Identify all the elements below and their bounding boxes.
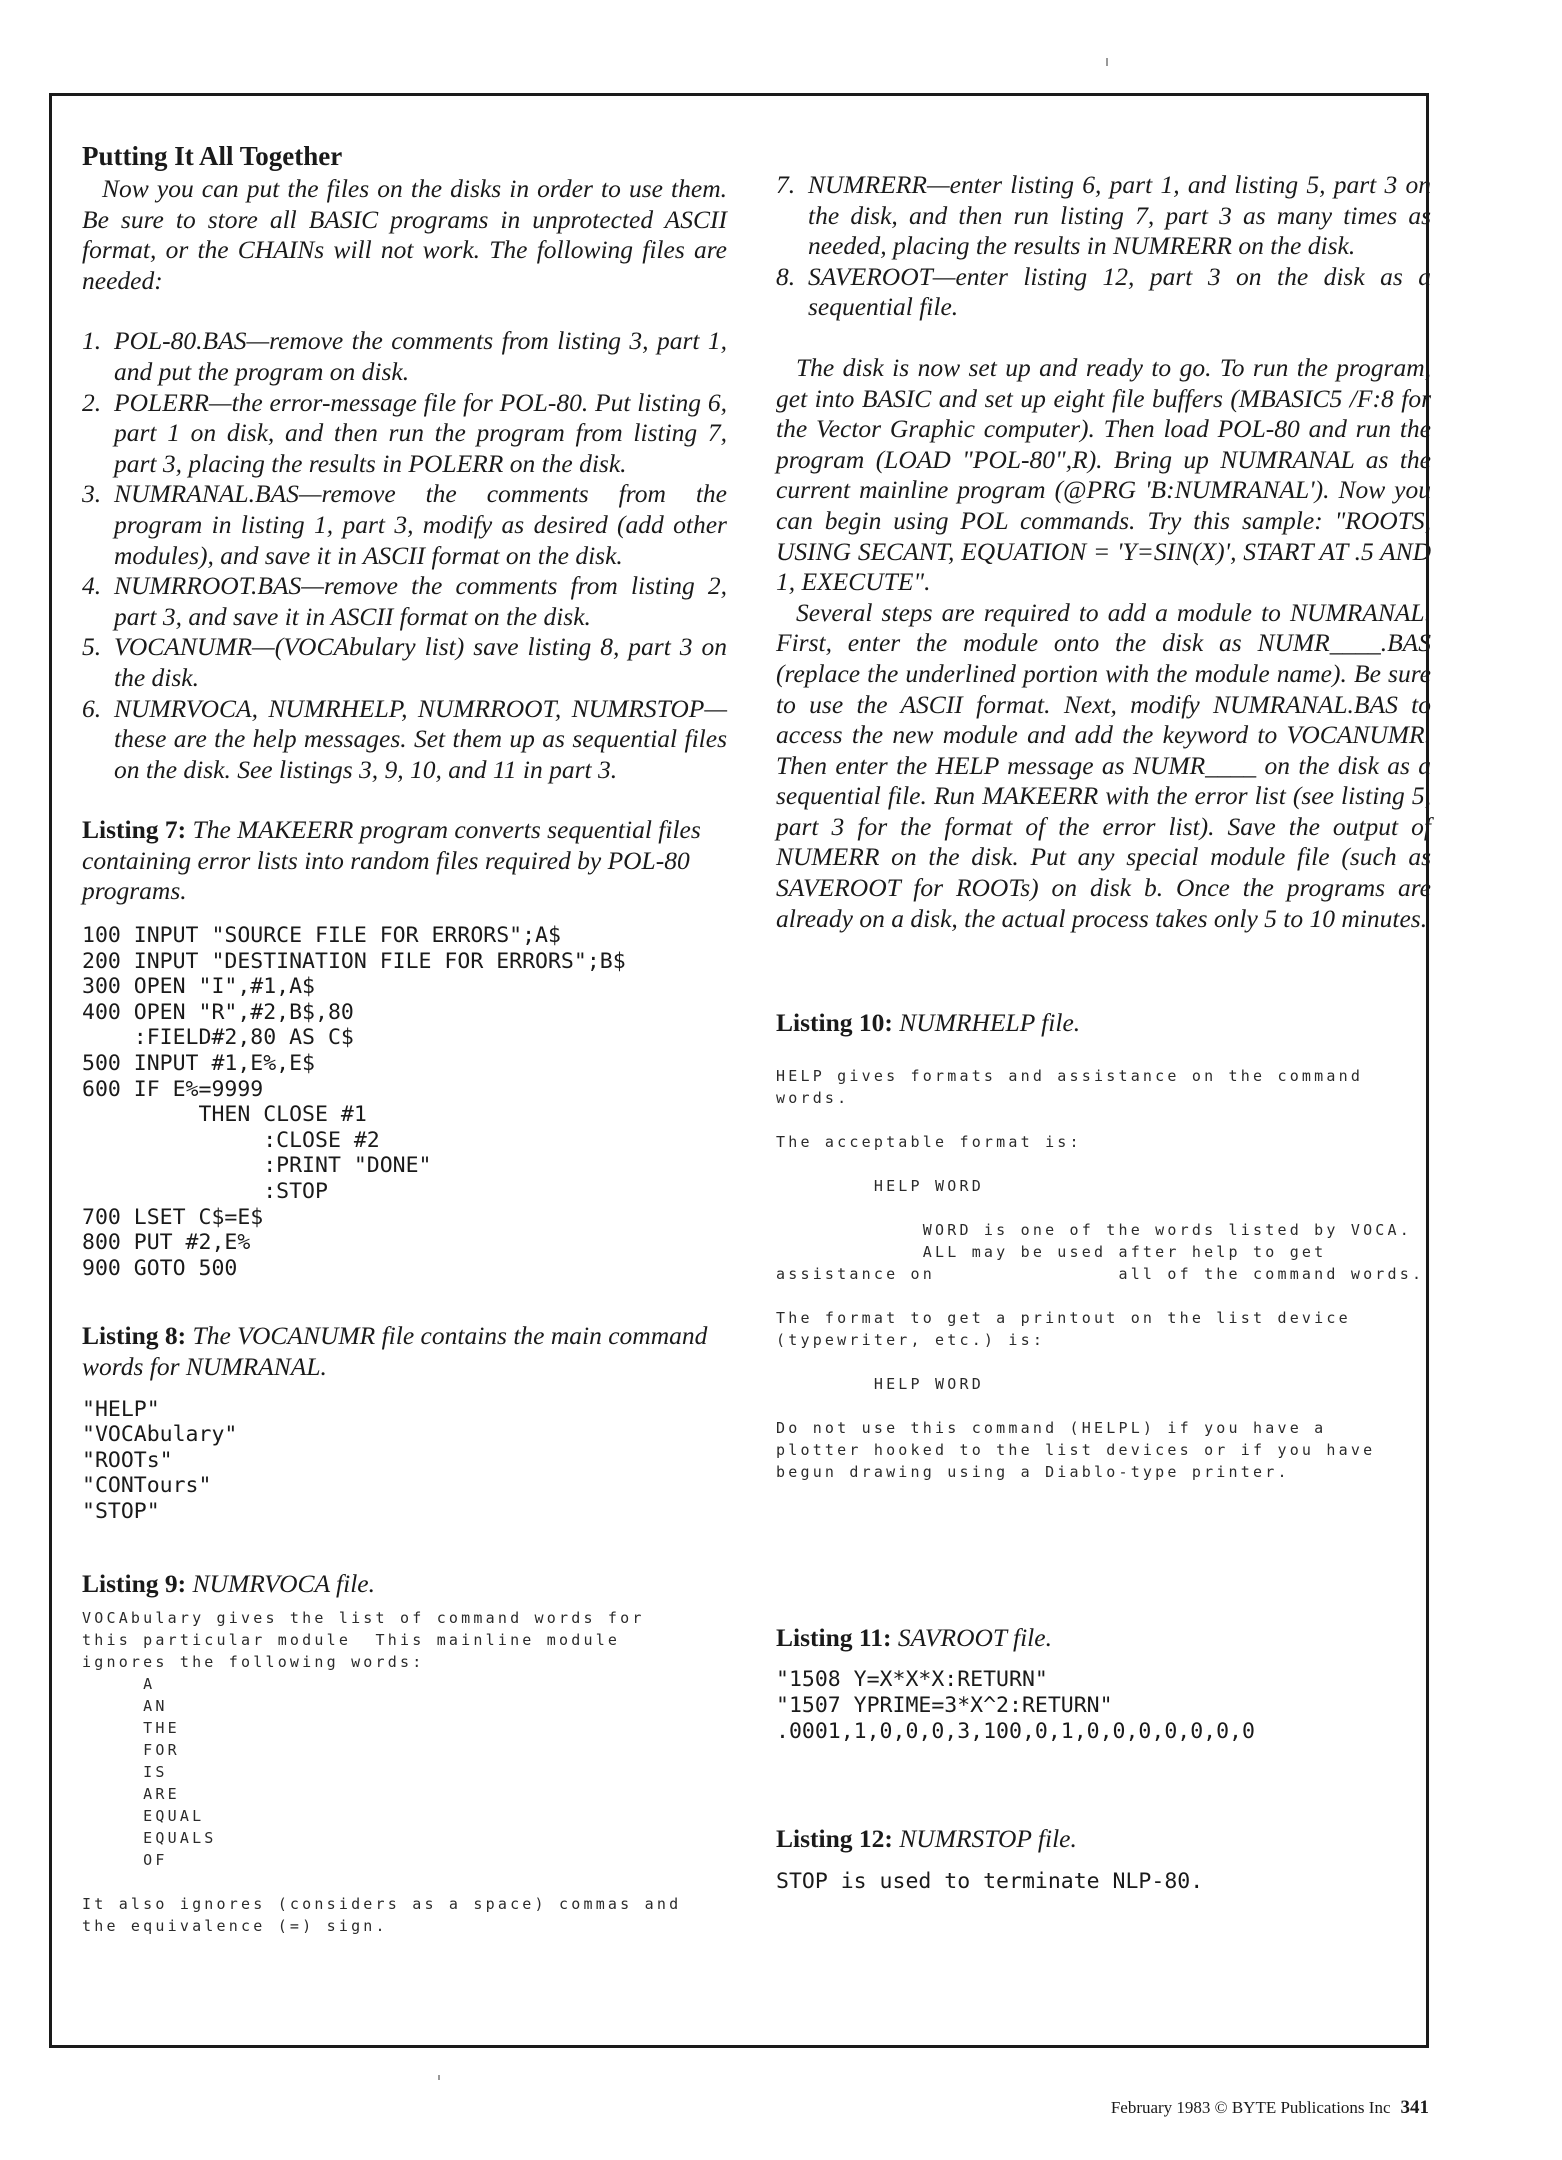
scan-speck — [1106, 58, 1108, 66]
list-item: 7. NUMRERR—enter listing 6, part 1, and listing 5, part 3 on the disk, and then run listing 7, part 3 as many times as needed, placing the results in NUMRERR on the disk. — [776, 170, 1431, 261]
list-item: 4. NUMRROOT.BAS—remove the comments from listing 2, part 3, and save it in ASCII format on the disk. — [82, 571, 727, 631]
list-item: 5. VOCANUMR—(VOCAbulary list) save listing 8, part 3 on the disk. — [82, 632, 727, 692]
listing-7-caption: Listing 7: The MAKEERR program converts sequential files containing error lists into random files required by POL-80 programs. — [82, 815, 701, 906]
listing-8-code: "HELP" "VOCAbulary" "ROOTs" "CONTours" "STOP" — [82, 1396, 238, 1524]
file-list — [82, 326, 727, 785]
section-heading: Putting It All Together — [82, 141, 343, 171]
add-module-paragraph: Several steps are required to add a module to NUMRANAL. First, enter the module onto the disk as NUMR____.BAS (replace the underlined portion with the module name). Be sure to use the ASCII format. Next, modify NUMRANAL.BAS to access the new module and add the keyword to VOCANUMR. Then enter the HELP message as NUMR____ on the disk as a sequential file. Run MAKEERR with the error list (see listing 5, part 3 for the format of the error list). Save the output of NUMERR on the disk. Put any special module file (such as SAVEROOT for ROOTs) on disk b. Once the programs are already on a disk, the actual process takes only 5 to 10 minutes. — [776, 597, 1431, 933]
list-item: 2. POLERR—the error-message file for POL-80. Put listing 6, part 1 on disk, and then run the program from listing 7, part 3, placing the results in POLERR on the disk. — [82, 387, 727, 478]
listing-12-caption: Listing 12: NUMRSTOP file. — [776, 1824, 1077, 1854]
right-column — [776, 170, 1431, 1894]
intro-paragraph: Now you can put the files on the disks in order to use them. Be sure to store all BASIC programs in unprotected ASCII format, or the CHAINs will not work. The following files are needed: — [82, 174, 727, 295]
listing-7-code: 100 INPUT "SOURCE FILE FOR ERRORS";A$ 200 INPUT "DESTINATION FILE FOR ERRORS";B$ 300 OPEN "I",#1,A$ 400 OPEN "R",#2,B$,80 :FIELD#2,80 AS C$ 500 INPUT #1,E%,E$ 600 IF E%=9999 THEN CLOSE #1 :CLOSE #2 :PRINT "DONE" :STOP 700 LSET C$=E$ 800 PUT #2,E% 900 GOTO 500 — [82, 923, 626, 1281]
footer-credit: February 1983 © BYTE Publications Inc — [1110, 2098, 1391, 2117]
page-footer — [1111, 2097, 1429, 2119]
listing-9-text: VOCAbulary gives the list of command words for this particular module This mainline module ignores the following words: A AN THE FOR IS ARE EQUAL EQUALS OF It also ignores (considers as a space) commas and the equivalence (=) sign. — [82, 1609, 682, 1936]
instructions-paragraph: The disk is now set up and ready to go. To run the program, get into BASIC and set up eight file buffers (MBASIC5 /F:8 for the Vector Graphic computer). Then load POL-80 and run the program (LOAD "POL-80",R). Bring up NUMRANAL as the current mainline program (@PRG 'B:NUMRANAL'). Now you can begin using POL commands. Try this sample: "ROOTS, USING SECANT, EQUATION = 'Y=SIN(X)', START AT .5 AND 1, EXECUTE". — [776, 352, 1431, 597]
page-number: 341 — [1400, 2097, 1429, 2118]
scan-speck — [438, 2075, 440, 2080]
listing-8-caption: Listing 8: The VOCANUMR file contains the main command words for NUMRANAL. — [82, 1321, 708, 1381]
listing-11-caption: Listing 11: SAVROOT file. — [776, 1622, 1052, 1652]
list-item: 6. NUMRVOCA, NUMRHELP, NUMRROOT, NUMRSTOP—these are the help messages. Set them up as sequential files on the disk. See listings 3, 9, 10, and 11 in part 3. — [82, 693, 727, 784]
listing-10-caption: Listing 10: NUMRHELP file. — [776, 1008, 1081, 1038]
listing-11-code: "1508 Y=X*X*X:RETURN" "1507 YPRIME=3*X^2:RETURN" .0001,1,0,0,0,3,100,0,1,0,0,0,0,0,0,0 — [776, 1667, 1255, 1744]
listing-12-code: STOP is used to terminate NLP-80. — [776, 1868, 1204, 1894]
listing-9-caption: Listing 9: NUMRVOCA file. — [82, 1568, 375, 1598]
left-column — [82, 140, 727, 1937]
listing-10-text: HELP gives formats and assistance on the command words. The acceptable format is: HELP WORD WORD is one of the words listed by VOCA. ALL may be used after help to get assistance on all of the command words. The format to get a printout on the list device (typewriter, etc.) is: HELP WORD Do not use this command (HELPL) if you have a plotter hooked to the list devices or if you have begun drawing using a Diablo-type printer. — [776, 1066, 1425, 1481]
list-item: 1. POL-80.BAS—remove the comments from listing 3, part 1, and put the program on disk. — [82, 326, 727, 386]
list-item: 8. SAVEROOT—enter listing 12, part 3 on the disk as a sequential file. — [776, 261, 1431, 322]
list-item: 3. NUMRANAL.BAS—remove the comments from the program in listing 1, part 3, modify as desired (add other modules), and save it in ASCII format on the disk. — [82, 479, 727, 570]
file-list-continued — [776, 170, 1431, 323]
